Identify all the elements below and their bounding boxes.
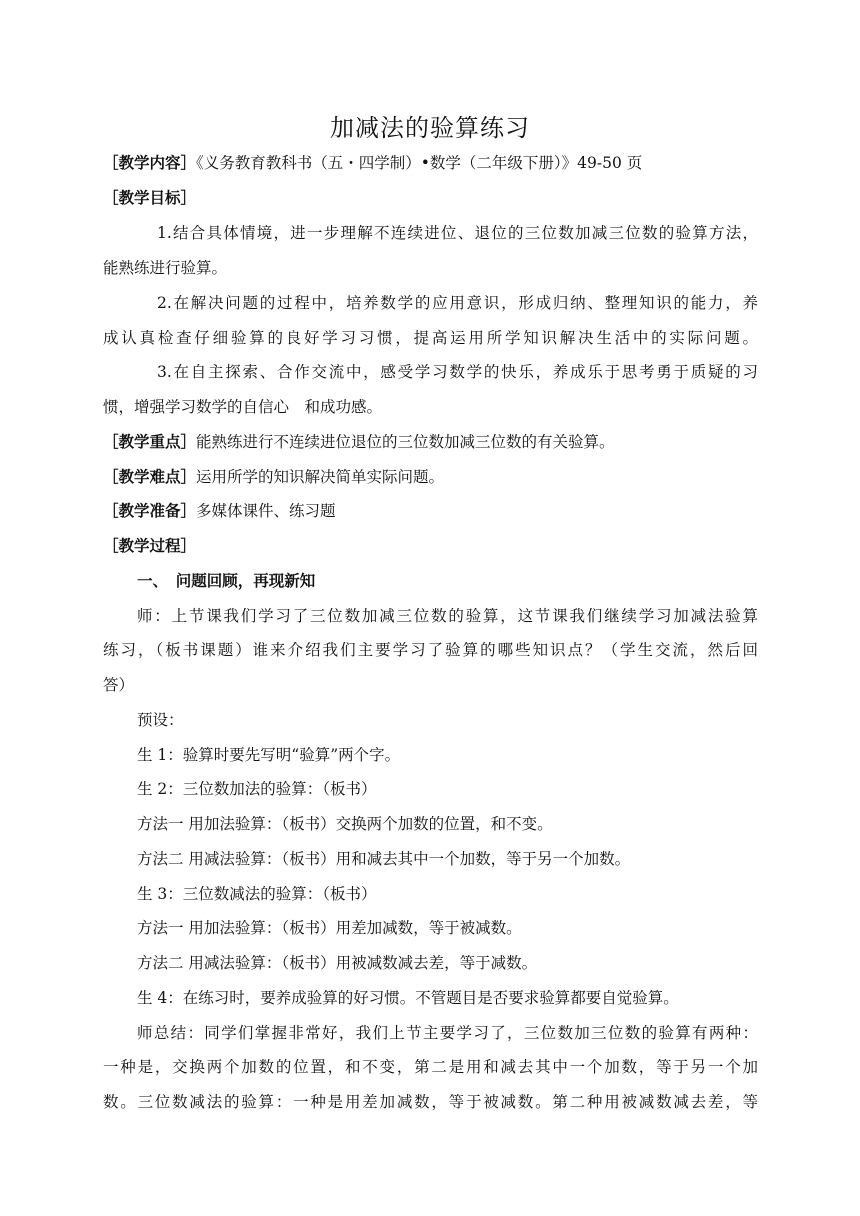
goal-1-line-1: 1.结合具体情境，进一步理解不连续进位、退位的三位数加减三位数的验算方法， [157, 224, 758, 242]
section-1-heading: 一、 问题回顾，再现新知 [137, 571, 316, 590]
subtraction-method-2: 方法二 用减法验算：（板书）用被减数减去差，等于减数。 [137, 954, 538, 972]
teaching-content-label: ［教学内容］ [103, 153, 197, 172]
teacher-summary-line-2: 一种是，交换两个加数的位置，和不变，第二是用和减去其中一个加数，等于另一个加 [103, 1058, 758, 1076]
goal-2-line-1: 2.在解决问题的过程中，培养数学的应用意识，形成归纳、整理知识的能力，养 [157, 294, 758, 312]
key-point-text: 能熟练进行不连续进位退位的三位数加减三位数的有关验算。 [196, 433, 615, 451]
student-3-answer: 生 3：三位数减法的验算：（板书） [137, 885, 377, 903]
body-paragraph-1-line-3: 答） [103, 676, 135, 694]
teacher-summary-line-3: 数。三位数减法的验算：一种是用差加减数，等于被减数。第二种用被减数减去差，等 [103, 1093, 758, 1111]
student-1-answer: 生 1：验算时要先写明“验算”两个字。 [137, 746, 401, 764]
student-4-answer: 生 4：在练习时，要养成验算的好习惯。不管题目是否要求验算都要自觉验算。 [137, 989, 679, 1007]
preparation-label: ［教学准备］ [103, 501, 197, 520]
teaching-content-line [103, 152, 758, 174]
goal-1-line-2: 能熟练进行验算。 [103, 259, 228, 277]
subtraction-method-1: 方法一 用加法验算：（板书）用差加减数，等于被减数。 [137, 919, 522, 937]
process-heading: ［教学过程］ [103, 536, 197, 555]
goal-3-line-2: 惯，增强学习数学的自信心 和成功感。 [103, 398, 383, 416]
goal-3-line-1: 3.在自主探索、合作交流中，感受学习数学的快乐，养成乐于思考勇于质疑的习 [157, 363, 758, 381]
preset-label: 预设： [137, 711, 184, 729]
key-point-line [103, 431, 758, 453]
body-paragraph-1-line-2: 练习，（板书课题）谁来介绍我们主要学习了验算的哪些知识点？（学生交流，然后回 [103, 641, 758, 659]
teaching-content-text: 《义务教育教科书（五・四学制）•数学（二年级下册）》49-50 页 [196, 154, 643, 172]
goal-2-line-2: 成认真检查仔细验算的良好学习习惯，提高运用所学知识解决生活中的实际问题。 [103, 329, 758, 347]
difficulty-label: ［教学难点］ [103, 467, 197, 486]
difficulty-text: 运用所学的知识解决简单实际问题。 [196, 468, 445, 486]
document-title: 加减法的验算练习 [330, 114, 530, 142]
preparation-text: 多媒体课件、练习题 [196, 502, 336, 520]
goals-heading: ［教学目标］ [103, 188, 197, 207]
addition-method-2: 方法二 用减法验算：（板书）用和减去其中一个加数，等于另一个加数。 [137, 850, 631, 868]
preparation-line [103, 500, 758, 522]
addition-method-1: 方法一 用加法验算：（板书）交换两个加数的位置，和不变。 [137, 815, 553, 833]
student-2-answer: 生 2：三位数加法的验算：（板书） [137, 780, 377, 798]
difficulty-line [103, 466, 758, 488]
body-paragraph-1-line-1: 师：上节课我们学习了三位数加减三位数的验算，这节课我们继续学习加减法验算 [137, 607, 758, 625]
teacher-summary-line-1: 师总结：同学们掌握非常好，我们上节主要学习了，三位数加三位数的验算有两种： [137, 1024, 758, 1042]
key-point-label: ［教学重点］ [103, 432, 197, 451]
